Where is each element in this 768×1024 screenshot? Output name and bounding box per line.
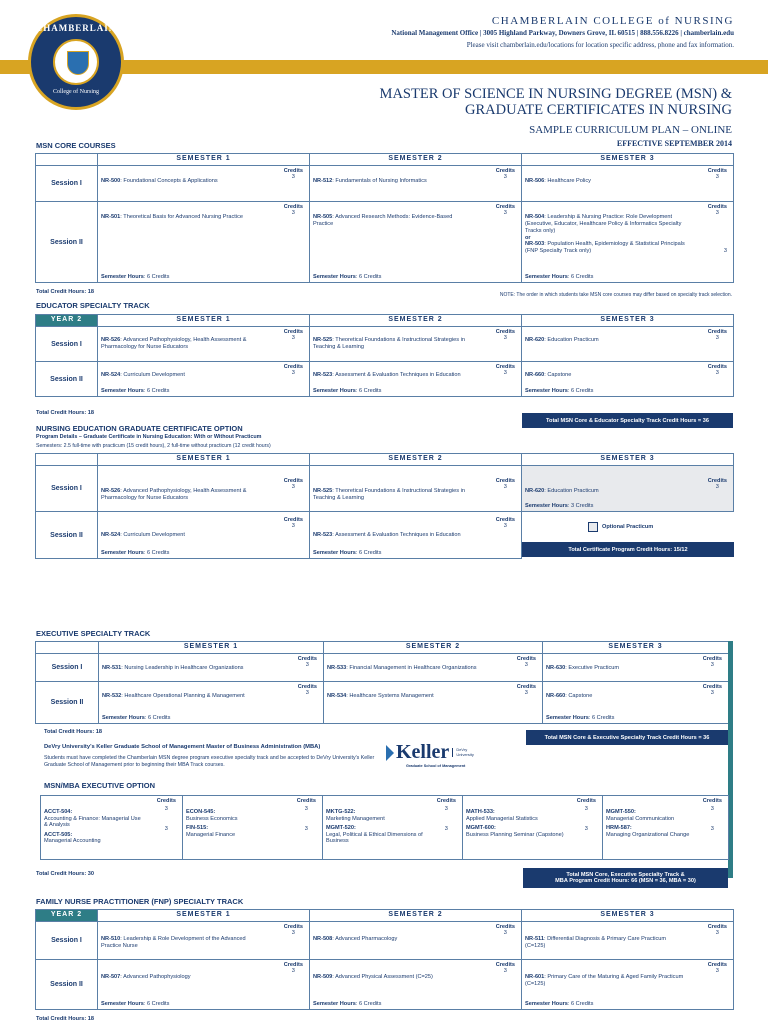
address-line: National Management Office | 3005 Highland Parkway, Downers Grove, IL 60515 | 888.556.8226 | chamberlain.edu (391, 29, 734, 37)
optional-cell (522, 512, 734, 559)
mba-course-code: MKTG-522: (326, 809, 356, 815)
mba-heading: DeVry University's Keller Graduate School of Management Master of Business Administration (MBA) (44, 744, 321, 750)
mba-course-name: Marketing Management (326, 815, 385, 822)
mba-option-title: MSN/MBA EXECUTIVE OPTION (44, 781, 155, 790)
mba-course-code: FIN-515: (186, 825, 209, 831)
mba-course-code: MGMT-520: (326, 825, 356, 831)
mba-grand-total: Total MSN Core, Executive Specialty Track & MBA Program Credit Hours: 66 (MSN = 36, MBA = 30) (523, 868, 728, 888)
seal-bottom-text: College of Nursing (53, 89, 99, 95)
course-cell: Credits 3 NR-660: Capstone Semester Hours: 6 Credits (543, 682, 729, 724)
educator-table (35, 314, 734, 397)
college-seal (28, 14, 124, 110)
session-label: Session II (36, 202, 98, 283)
session-label: Session I (36, 466, 98, 512)
session-label: Session II (36, 960, 98, 1010)
mba-course-column: Credits 3 3 MGMT-550: Managerial Communication HRM-587: Managing Organizational Change (603, 796, 729, 860)
fnp-total: Total Credit Hours: 18 (36, 1016, 95, 1022)
keller-mark-icon (386, 745, 394, 761)
course-cell: Credits 3 NR-507: Advanced Pathophysiology Semester Hours: 6 Credits (98, 960, 310, 1010)
keller-wordmark: Keller (396, 741, 450, 763)
session-label: Session I (36, 654, 99, 682)
seal-inner (53, 39, 99, 85)
effective-date: EFFECTIVE SEPTEMBER 2014 (616, 139, 732, 148)
page-title: MASTER OF SCIENCE IN NURSING DEGREE (MSN) & GRADUATE CERTIFICATES IN NURSING (379, 86, 732, 118)
course-cell: Credits 3 NR-510: Leadership & Role Development of the Advanced Practice Nurse (98, 922, 310, 960)
semester-header: SEMESTER 1 (98, 315, 310, 327)
course-cell: Credits 3 NR-511: Differential Diagnosis & Primary Care Practicum (C=125) (522, 922, 734, 960)
course-cell: Credits 3 NR-526: Advanced Pathophysiology, Health Assessment & Pharmacology for Nurse Educators (98, 466, 310, 512)
session-label: Session II (36, 362, 98, 397)
course-cell: Credits 3 NR-512: Fundamentals of Nursing Informatics (310, 166, 522, 202)
msn-core-table (35, 153, 734, 283)
session-label: Session II (36, 512, 98, 559)
course-cell: Credits 3 NR-533: Financial Management in Healthcare Organizations (324, 654, 543, 682)
certificate-table (35, 453, 734, 559)
course-cell: Credits 3 NR-509: Advanced Physical Assessment (C=25) Semester Hours: 6 Credits (310, 960, 522, 1010)
mba-course-name: Managerial Communication (606, 815, 675, 822)
mba-course-name: Managing Organizational Change (606, 831, 690, 838)
fnp-title: FAMILY NURSE PRACTITIONER (FNP) SPECIALTY TRACK (36, 897, 244, 906)
semester-header: SEMESTER 2 (310, 315, 522, 327)
course-cell: Credits 3 NR-506: Healthcare Policy (522, 166, 734, 202)
session-label: Session I (36, 327, 98, 362)
mba-course-name: Managerial Accounting (44, 838, 101, 844)
educator-title: EDUCATOR SPECIALTY TRACK (36, 301, 150, 310)
semester-header: SEMESTER 3 (522, 910, 734, 922)
semester-header: SEMESTER 3 (522, 154, 734, 166)
course-cell: Credits 3 NR-524: Curriculum Development Semester Hours: 6 Credits (98, 512, 310, 559)
semester-header: SEMESTER 2 (310, 154, 522, 166)
executive-grand-total: Total MSN Core & Executive Specialty Track Credit Hours = 36 (526, 730, 728, 745)
mba-description: Students must have completed the Chamberlain MSN degree program executive specialty track and be accepted to DeVry University's Keller Graduate School of Management prior to beginning their MBA Track courses. (44, 755, 375, 768)
mba-course-name: Business Economics (186, 815, 238, 822)
course-cell: Credits 3 NR-505: Advanced Research Methods: Evidence-Based Practice Semester Hours: 6 Credits (310, 202, 522, 283)
semester-header: SEMESTER 1 (98, 154, 310, 166)
certificate-semesters: Semesters: 2.5 full-time with practicum (15 credit hours), 2 full-time without practicum (12 credit hours) (36, 443, 271, 449)
college-name: CHAMBERLAIN COLLEGE of NURSING (491, 15, 734, 27)
semester-header: SEMESTER 2 (324, 642, 543, 654)
semester-header: SEMESTER 1 (98, 454, 310, 466)
course-cell: Credits 3 NR-601: Primary Care of the Maturing & Aged Family Practicum (C=125) Semester Hours: 6 Credits (522, 960, 734, 1010)
year-label: YEAR 2 (36, 642, 99, 654)
optional-label: Optional Practicum (602, 524, 654, 530)
mba-course-name: Applied Managerial Statistics (466, 815, 538, 822)
course-cell: Credits 3 NR-660: Capstone Semester Hours: 6 Credits (522, 362, 734, 397)
semester-header: SEMESTER 2 (310, 454, 522, 466)
course-cell: Credits 3 NR-525: Theoretical Foundations & Instructional Strategies in Teaching & Learning (310, 327, 522, 362)
mba-course-code: ECON-545: (186, 809, 216, 815)
seal-top-text: CHAMBERLAIN (35, 23, 117, 33)
course-cell: Credits 3 NR-501: Theoretical Basis for Advanced Nursing Practice Semester Hours: 6 Credits (98, 202, 310, 283)
mba-course-name: Business Planning Seminar (Capstone) (466, 831, 564, 838)
msn-core-note: NOTE: The order in which students take MSN core courses may differ based on specialty track selection. (499, 292, 732, 298)
course-cell: Credits 3 NR-508: Advanced Pharmacology (310, 922, 522, 960)
mba-course-name: Accounting & Finance: Managerial Use & Analysis (44, 815, 141, 828)
year-label: YEAR 2 (36, 910, 98, 922)
keller-sub: Graduate School of Management (406, 764, 466, 768)
semester-header: SEMESTER 3 (543, 642, 729, 654)
shield-icon (67, 51, 89, 75)
certificate-title: NURSING EDUCATION GRADUATE CERTIFICATE OPTION (36, 424, 243, 433)
educator-grand-total: Total MSN Core & Educator Specialty Track Credit Hours = 36 (522, 413, 733, 428)
course-cell: Credits 3 NR-524: Curriculum Development Semester Hours: 6 Credits (98, 362, 310, 397)
mba-course-column: Credits 3 3 ACCT-504: Accounting & Finance: Managerial Use & Analysis ACCT-505: Managerial Accounting (41, 796, 183, 860)
course-cell: Credits 3 NR-525: Theoretical Foundations & Instructional Strategies in Teaching & Learning (310, 466, 522, 512)
mba-course-code: MATH-533: (466, 809, 495, 815)
course-cell: Credits 3 NR-620: Education Practicum (522, 327, 734, 362)
course-cell: Credits 3 NR-531: Nursing Leadership in Healthcare Organizations (99, 654, 324, 682)
mba-course-code: ACCT-504: (44, 809, 73, 815)
course-cell-optional: Credits 3 NR-620: Education Practicum Semester Hours: 3 Credits (522, 466, 734, 512)
msn-core-total: Total Credit Hours: 18 (36, 289, 95, 295)
course-cell: Credits 3 NR-504: Leadership & Nursing Practice: Role Development (Executive, Educator, Healthcare Policy & Informatics Specialty Tracks only) or 3 NR-503: Population Health, Epidemiology & Statistical Principals (FNP Specialty Track only) Semester Hours: 6 Credits (522, 202, 734, 283)
mba-course-column: Credits 3 3 MATH-533: Applied Managerial Statistics MGMT-600: Business Planning Seminar (Capstone) (463, 796, 603, 860)
course-cell: Credits 3 NR-500: Foundational Concepts & Applications (98, 166, 310, 202)
educator-total: Total Credit Hours: 18 (36, 410, 95, 416)
devry-mark: DeVry University (452, 748, 476, 757)
mba-course-column: Credits 3 3 ECON-545: Business Economics FIN-515: Managerial Finance (183, 796, 323, 860)
mba-course-code: ACCT-505: (44, 831, 73, 838)
mba-course-code: HRM-587: (606, 825, 632, 831)
mba-course-name: Managerial Finance (186, 831, 236, 838)
course-cell: Credits 3 NR-534: Healthcare Systems Management (324, 682, 543, 724)
mba-course-name: Legal, Political & Ethical Dimensions of Business (326, 831, 423, 844)
session-label: Session I (36, 922, 98, 960)
year-blank (36, 454, 98, 466)
page-subtitle: SAMPLE CURRICULUM PLAN – ONLINE (529, 124, 732, 136)
mba-course-code: MGMT-550: (606, 809, 636, 815)
course-cell: Credits 3 NR-532: Healthcare Operational Planning & Management Semester Hours: 6 Credits (99, 682, 324, 724)
course-cell: Credits 3 NR-526: Advanced Pathophysiology, Health Assessment & Pharmacology for Nurse Educators (98, 327, 310, 362)
semester-header: SEMESTER 2 (310, 910, 522, 922)
semester-header: SEMESTER 1 (98, 910, 310, 922)
semester-header: SEMESTER 3 (522, 454, 734, 466)
session-label: Session I (36, 166, 98, 202)
mba-course-code: MGMT-600: (466, 825, 496, 831)
keller-logo (386, 741, 476, 764)
executive-title: EXECUTIVE SPECIALTY TRACK (36, 629, 151, 638)
mba-total: Total Credit Hours: 30 (36, 871, 95, 877)
course-cell: Credits 3 NR-523: Assessment & Evaluation Techniques in Education Semester Hours: 6 Credits (310, 362, 522, 397)
year-label: YEAR 2 (36, 315, 98, 327)
optional-swatch (588, 522, 598, 532)
executive-table (35, 641, 729, 724)
executive-total: Total Credit Hours: 18 (44, 729, 103, 735)
certificate-total: Total Certificate Program Credit Hours: 15/12 (522, 542, 734, 557)
session-label: Session II (36, 682, 99, 724)
certificate-details: Program Details – Graduate Certificate in Nursing Education: With or Without Practicum (36, 434, 262, 440)
year-label: YEAR 1 (36, 154, 98, 166)
mba-table (40, 795, 729, 860)
semester-header: SEMESTER 1 (99, 642, 324, 654)
fnp-table (35, 909, 734, 1010)
course-cell: Credits 3 NR-523: Assessment & Evaluation Techniques in Education Semester Hours: 6 Credits (310, 512, 522, 559)
course-cell: Credits 3 NR-630: Executive Practicum (543, 654, 729, 682)
msn-core-title: MSN CORE COURSES (36, 141, 116, 150)
semester-header: SEMESTER 3 (522, 315, 734, 327)
visit-line[interactable]: Please visit chamberlain.edu/locations for location specific address, phone and fax information. (466, 41, 734, 49)
mba-course-column: Credits 3 3 MKTG-522: Marketing Management MGMT-520: Legal, Political & Ethical Dimensions of Business (323, 796, 463, 860)
